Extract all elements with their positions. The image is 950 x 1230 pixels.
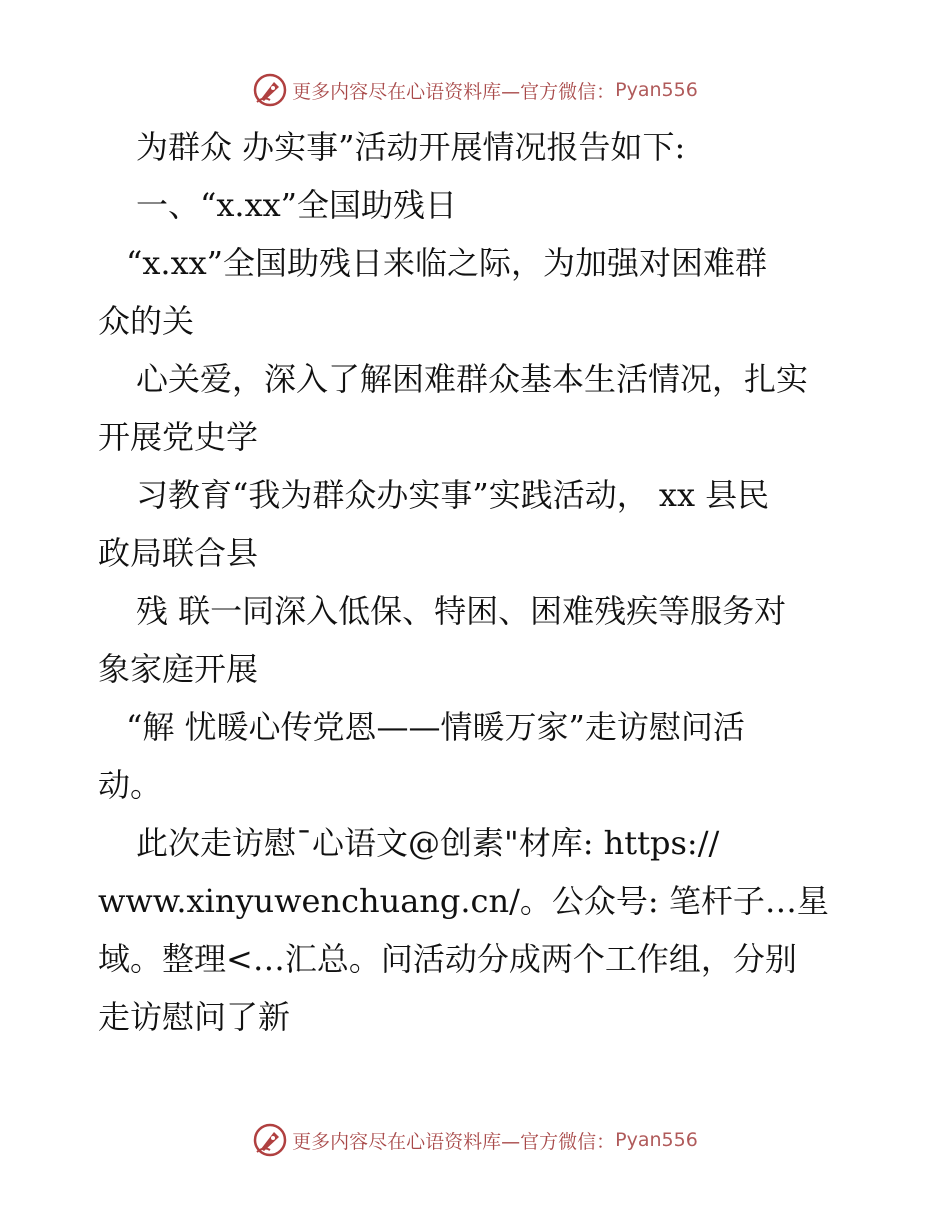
section-heading: 一、“x.xx”全国助残日	[136, 186, 458, 224]
paragraph-line: 政局联合县	[98, 534, 259, 572]
paragraph-line: 为群众 办实事”活动开展情况报告如下:	[136, 128, 686, 166]
paragraph-line: 动。	[98, 766, 163, 804]
paragraph-line: 心关爱，深入了解困难群众基本生活情况，扎实	[136, 360, 809, 398]
banner-text: 更多内容尽在心语资料库—官方微信：	[292, 1130, 616, 1153]
pen-nib-logo-icon	[252, 1122, 288, 1158]
paragraph-line: 域。整理<…汇总。问活动分成两个工作组，分别	[98, 940, 797, 978]
paragraph-line: “解 忧暖心传党恩——情暖万家”走访慰问活	[126, 708, 745, 746]
paragraph-line: 象家庭开展	[98, 650, 259, 688]
paragraph-line: 众的关	[98, 302, 195, 340]
document-body	[98, 118, 858, 1046]
header-watermark-banner	[0, 70, 950, 110]
paragraph-line: 此次走访慰¯心语文@创素"材库: https://	[136, 824, 720, 862]
paragraph-line: 开展党史学	[98, 418, 259, 456]
footer-watermark-banner	[0, 1120, 950, 1160]
paragraph-line: 走访慰问了新	[98, 998, 291, 1036]
paragraph-line: 习教育“我为群众办实事”实践活动， xx 县民	[136, 476, 770, 514]
paragraph-line: www.xinyuwenchuang.cn/。公众号: 笔杆子…星	[98, 882, 829, 920]
paragraph-line: “x.xx”全国助残日来临之际，为加强对困难群	[126, 244, 768, 282]
banner-wechat-id: Pyan556	[615, 1129, 698, 1151]
pen-nib-logo-icon	[252, 72, 288, 108]
banner-text: 更多内容尽在心语资料库—官方微信：	[292, 80, 616, 103]
paragraph-line: 残 联一同深入低保、特困、困难残疾等服务对	[136, 592, 787, 630]
banner-wechat-id: Pyan556	[615, 79, 698, 101]
